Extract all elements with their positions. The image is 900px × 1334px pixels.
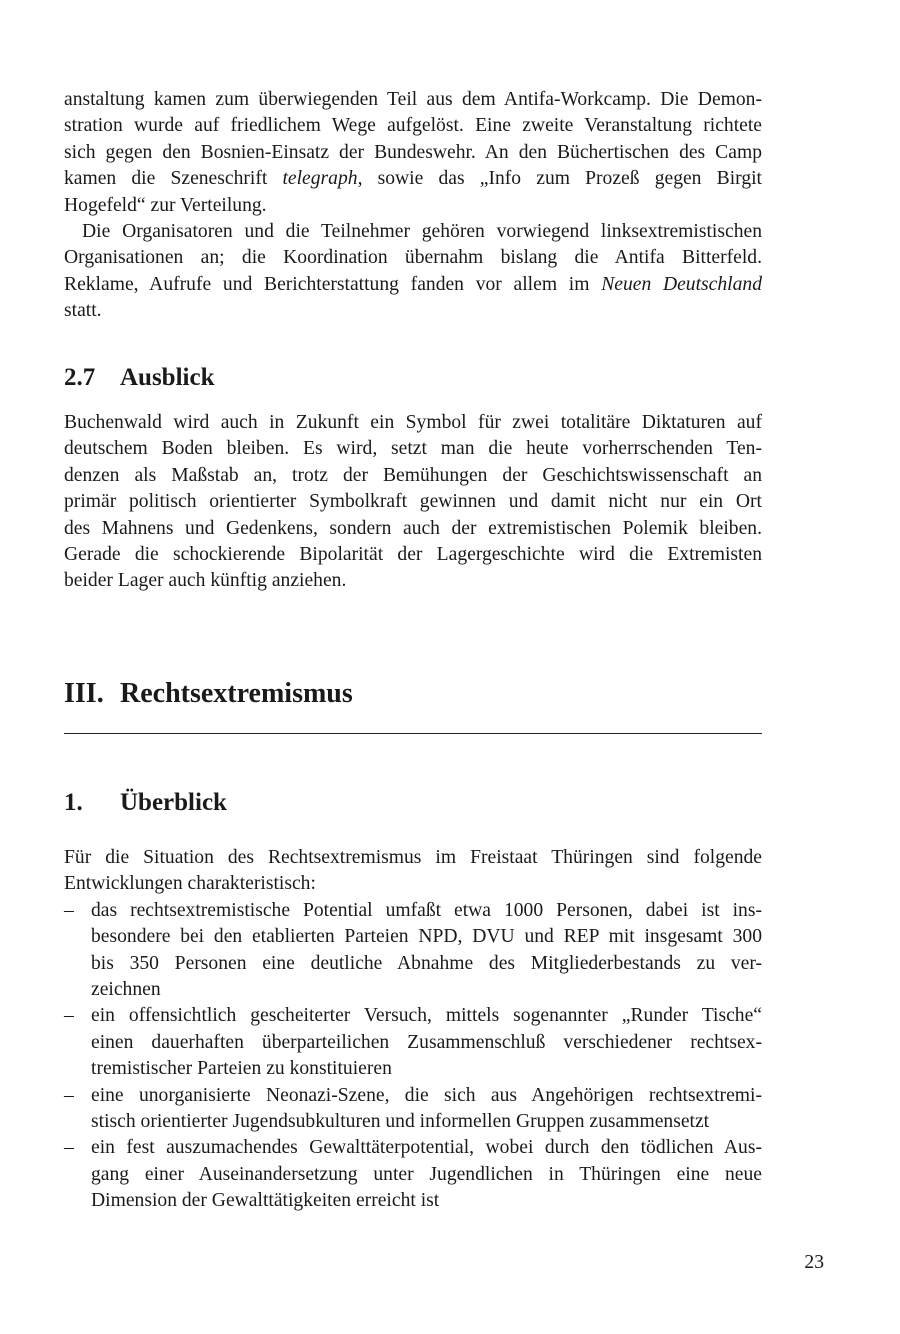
paragraph-ueberblick [64, 845, 762, 1214]
paragraph-antifa-workcamp [64, 87, 762, 325]
text-line: Hogefeld“ zur Verteilung. [64, 194, 267, 216]
text-fragment: kamen die Szeneschrift [64, 168, 283, 190]
text-line: besondere bei den etablierten Parteien NPD, DVU und REP mit insgesamt 300 [91, 926, 762, 948]
text-line: Organisationen an; die Koordination übernahm bislang die Antifa Bitterfeld. [64, 247, 762, 269]
text-fragment: ein offensichtlich gescheiterter Versuch, mittels sogenannter „Runder Tische“ [91, 1005, 762, 1027]
text-line: anstaltung kamen zum überwiegenden Teil aus dem Antifa-Workcamp. Die Demon- [64, 89, 762, 110]
section-heading-ausblick [64, 363, 214, 393]
text-line: Gerade die schockierende Bipolarität der Lagergeschichte wird die Extremisten [64, 543, 762, 565]
text-line: tremistischer Parteien zu konstituieren [91, 1058, 392, 1080]
list-item [64, 1003, 762, 1082]
section-title: Ausblick [120, 364, 215, 391]
page-number: 23 [804, 1252, 824, 1273]
text-line: stisch orientierter Jugendsubkulturen und informellen Gruppen zusammensetzt [91, 1110, 710, 1132]
text-line: Die Organisatoren und die Teilnehmer gehören vorwiegend linksextremistischen [82, 220, 762, 242]
text-line: Entwicklungen charakteristisch: [64, 873, 316, 895]
text-line [64, 898, 762, 924]
text-fragment: Reklame, Aufrufe und Berichterstattung fanden vor allem im [64, 273, 602, 295]
text-line: Buchenwald wird auch in Zukunft ein Symbol für zwei totalitäre Diktaturen auf [64, 412, 762, 433]
chapter-title: Rechtsextremismus [120, 678, 353, 709]
section-number: 2.7 [64, 364, 96, 391]
dash-bullet: – [64, 1137, 74, 1159]
text-line: denzen als Maßstab an, trotz der Bemühungen der Geschichtswissenschaft an [64, 464, 762, 486]
text-fragment: eine unorganisierte Neonazi-Szene, die sich aus Angehörigen rechtsextremi- [91, 1084, 762, 1106]
section-title: Überblick [120, 789, 227, 816]
text-line: einen dauerhaften überparteilichen Zusammenschluß verschiedener rechtsex- [91, 1031, 762, 1053]
text-line: des Mahnens und Gedenkens, sondern auch der extremistischen Polemik bleiben. [64, 517, 762, 539]
text-line: sich gegen den Bosnien-Einsatz der Bundeswehr. An den Büchertischen des Camp [64, 141, 762, 163]
text-fragment: ein fest auszumachendes Gewalttäterpotential, wobei durch den tödlichen Aus- [91, 1137, 762, 1159]
text-line [64, 272, 762, 298]
publication-title: Neuen Deutschland [601, 273, 763, 295]
text-line: Dimension der Gewalttätigkeiten erreicht ist [91, 1190, 440, 1212]
text-line: statt. [64, 300, 102, 322]
text-line: beider Lager auch künftig anziehen. [64, 570, 347, 592]
publication-title: telegraph [282, 168, 358, 190]
dash-bullet: – [64, 1084, 74, 1106]
text-line: primär politisch orientierter Symbolkraft gewinnen und damit nicht nur ein Ort [64, 491, 762, 513]
chapter-divider [64, 733, 762, 734]
section-number: 1. [64, 789, 83, 816]
text-line: Für die Situation des Rechtsextremismus im Freistaat Thüringen sind folgende [64, 847, 762, 868]
dash-bullet: – [64, 899, 74, 921]
list-item [64, 1135, 762, 1214]
text-line [64, 166, 762, 192]
dash-bullet: – [64, 1005, 74, 1027]
text-line: zeichnen [91, 978, 161, 1000]
list-item [64, 898, 762, 1004]
section-heading-ueberblick [64, 788, 227, 818]
text-line [64, 1003, 762, 1029]
text-line: gang einer Auseinandersetzung unter Jugendlichen in Thüringen eine neue [91, 1163, 762, 1185]
paragraph-ausblick [64, 410, 762, 595]
chapter-heading [64, 677, 353, 711]
chapter-number: III. [64, 678, 104, 709]
text-fragment: das rechtsextremistische Potential umfaßt etwa 1000 Personen, dabei ist ins- [91, 899, 762, 921]
text-line [64, 1135, 762, 1161]
list-item [64, 1083, 762, 1136]
text-fragment: , sowie das „Info zum Prozeß gegen Birgit [357, 168, 762, 190]
text-line [64, 1083, 762, 1109]
text-line: deutschem Boden bleiben. Es wird, setzt man die heute vorherrschenden Ten- [64, 438, 762, 460]
text-line: bis 350 Personen eine deutliche Abnahme des Mitgliederbestands zu ver- [91, 952, 762, 974]
text-line: stration wurde auf friedlichem Wege aufgelöst. Eine zweite Veranstaltung richtete [64, 115, 762, 137]
